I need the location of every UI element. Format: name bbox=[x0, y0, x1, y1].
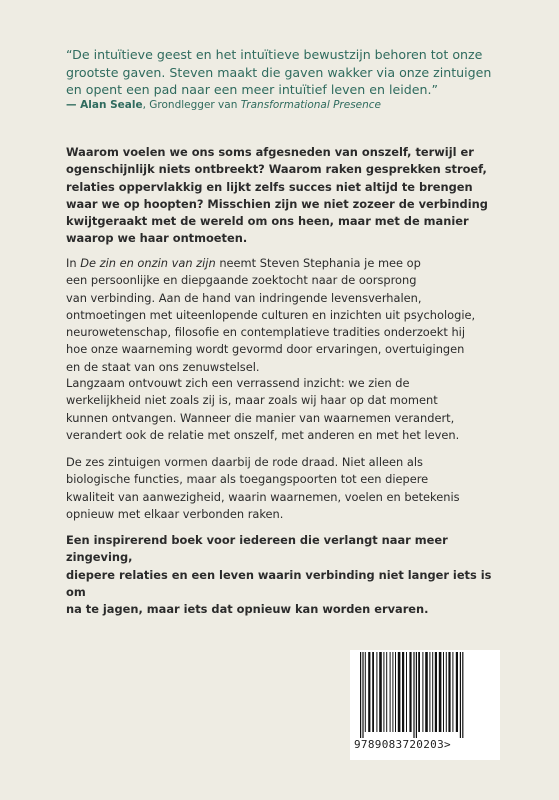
barcode-bar bbox=[376, 652, 377, 732]
attribution-dash: — bbox=[66, 99, 81, 111]
p2-line: Langzaam ontvouwt zich een verrassend inzicht: we zien de bbox=[66, 376, 410, 390]
barcode-bar bbox=[448, 652, 450, 732]
barcode-bar bbox=[362, 652, 363, 738]
p1-line: neurowetenschap, filosofie en contemplatieve tradities onderzoekt hij bbox=[66, 325, 466, 340]
barcode-bar bbox=[456, 652, 458, 732]
p3-line: kwaliteit van aanwezigheid, waarin waarnemen, voelen en betekenis bbox=[66, 489, 460, 504]
barcode-bar bbox=[383, 652, 384, 732]
quote-line: grootste gaven. Steven maakt die gaven wakker via onze zintuigen bbox=[66, 64, 492, 80]
p3-line: De zes zintuigen vormen daarbij de rode draad. Niet alleen als bbox=[66, 455, 423, 469]
p1-line: een persoonlijke en diepgaande zoektocht naar de oorsprong bbox=[66, 273, 417, 288]
quote-attribution bbox=[66, 99, 536, 111]
body-paragraph-1 bbox=[66, 255, 506, 376]
p1-line: hoe onze waarneming wordt gevormd door ervaringen, overtuigingen bbox=[66, 342, 465, 357]
isbn-number bbox=[354, 738, 500, 751]
p2-line: kunnen ontvangen. Wanneer die manier van waarnemen verandert, bbox=[66, 410, 455, 425]
barcode-bar bbox=[413, 652, 414, 738]
intro-paragraph bbox=[66, 144, 506, 248]
attribution-author: Alan Seale bbox=[80, 99, 143, 111]
barcode-bar bbox=[398, 652, 401, 732]
p1-suffix: neemt Steven Stephania je mee op bbox=[215, 256, 421, 270]
barcode-bar bbox=[452, 652, 453, 732]
body-paragraph-2 bbox=[66, 375, 506, 444]
intro-line: waar we op hoopten? Misschien zijn we niet zozeer de verbinding bbox=[66, 196, 488, 211]
barcode-bar bbox=[425, 652, 428, 732]
barcode-bar bbox=[406, 652, 407, 732]
isbn-barcode bbox=[350, 650, 500, 760]
p3-line: biologische functies, maar als toegangspoorten tot een diepere bbox=[66, 472, 429, 487]
barcode-bar bbox=[422, 652, 423, 732]
barcode-bar bbox=[368, 652, 370, 732]
barcode-bar bbox=[365, 652, 366, 732]
closing-paragraph bbox=[66, 532, 506, 618]
closing-line: na te jagen, maar iets dat opnieuw kan worden ervaren. bbox=[66, 602, 429, 617]
attribution-role: , Grondlegger van bbox=[142, 99, 241, 111]
closing-line: Een inspirerend boek voor iedereen die verlangt naar meer zingeving, bbox=[66, 533, 448, 565]
barcode-bar bbox=[462, 652, 463, 738]
intro-line: relaties oppervlakkig en lijkt zelfs succes niet altijd te brengen bbox=[66, 179, 473, 194]
intro-line: ogenschijnlijk niets ontbreekt? Waarom raken gesprekken stroef, bbox=[66, 162, 487, 177]
barcode-bar bbox=[390, 652, 391, 732]
quote-line: “De intuïtieve geest en het intuïtieve bewustzijn behoren tot onze bbox=[66, 47, 483, 62]
barcode-bar bbox=[435, 652, 437, 732]
barcode-bar bbox=[418, 652, 420, 732]
intro-line: Waarom voelen we ons soms afgesneden van onszelf, terwijl er bbox=[66, 145, 474, 159]
book-title: De zin en onzin van zijn bbox=[80, 256, 216, 270]
intro-line: kwijtgeraakt met de wereld om ons heen, maar met de manier bbox=[66, 214, 469, 229]
p2-line: werkelijkheid niet zoals zij is, maar zoals wij haar op dat moment bbox=[66, 393, 438, 408]
barcode-bar bbox=[392, 652, 393, 732]
barcode-bar bbox=[409, 652, 411, 732]
barcode-bar bbox=[402, 652, 404, 732]
p1-line: en de staat van ons zenuwstelsel. bbox=[66, 359, 260, 374]
barcode-bar bbox=[460, 652, 461, 738]
barcode-bar bbox=[429, 652, 430, 732]
barcode-bar bbox=[360, 652, 361, 738]
p1-line: ontmoetingen met uiteenlopende culturen en inzichten uit psychologie, bbox=[66, 307, 476, 322]
barcode-bar bbox=[372, 652, 374, 732]
isbn-digits: 9789083720203 bbox=[354, 738, 444, 751]
p2-line: verandert ook de relatie met onszelf, met anderen en met het leven. bbox=[66, 427, 460, 442]
intro-line: waarop we haar ontmoeten. bbox=[66, 231, 248, 246]
p1-prefix: In bbox=[66, 256, 81, 270]
attribution-work: Transformational Presence bbox=[240, 99, 382, 111]
barcode-bar bbox=[432, 652, 433, 732]
barcode-bar bbox=[439, 652, 442, 732]
p1-line: van verbinding. Aan de hand van indringende levensverhalen, bbox=[66, 290, 422, 305]
barcode-bar bbox=[416, 652, 417, 738]
barcode-bar bbox=[379, 652, 382, 732]
barcode-bar bbox=[443, 652, 444, 732]
barcode-bar bbox=[446, 652, 447, 732]
p1-first-line bbox=[66, 255, 506, 272]
endorsement-quote bbox=[66, 46, 536, 99]
barcode-bar bbox=[386, 652, 387, 732]
quote-line: en opent een pad naar een meer intuïtief leven en leiden.” bbox=[66, 82, 439, 97]
closing-line: diepere relaties en een leven waarin verbinding niet langer iets is om bbox=[66, 567, 492, 599]
barcode-bars bbox=[354, 652, 496, 738]
p3-line: opnieuw met elkaar verbonden raken. bbox=[66, 506, 284, 521]
body-paragraph-3 bbox=[66, 454, 506, 523]
barcode-bar bbox=[395, 652, 396, 732]
isbn-marker: > bbox=[444, 738, 451, 751]
